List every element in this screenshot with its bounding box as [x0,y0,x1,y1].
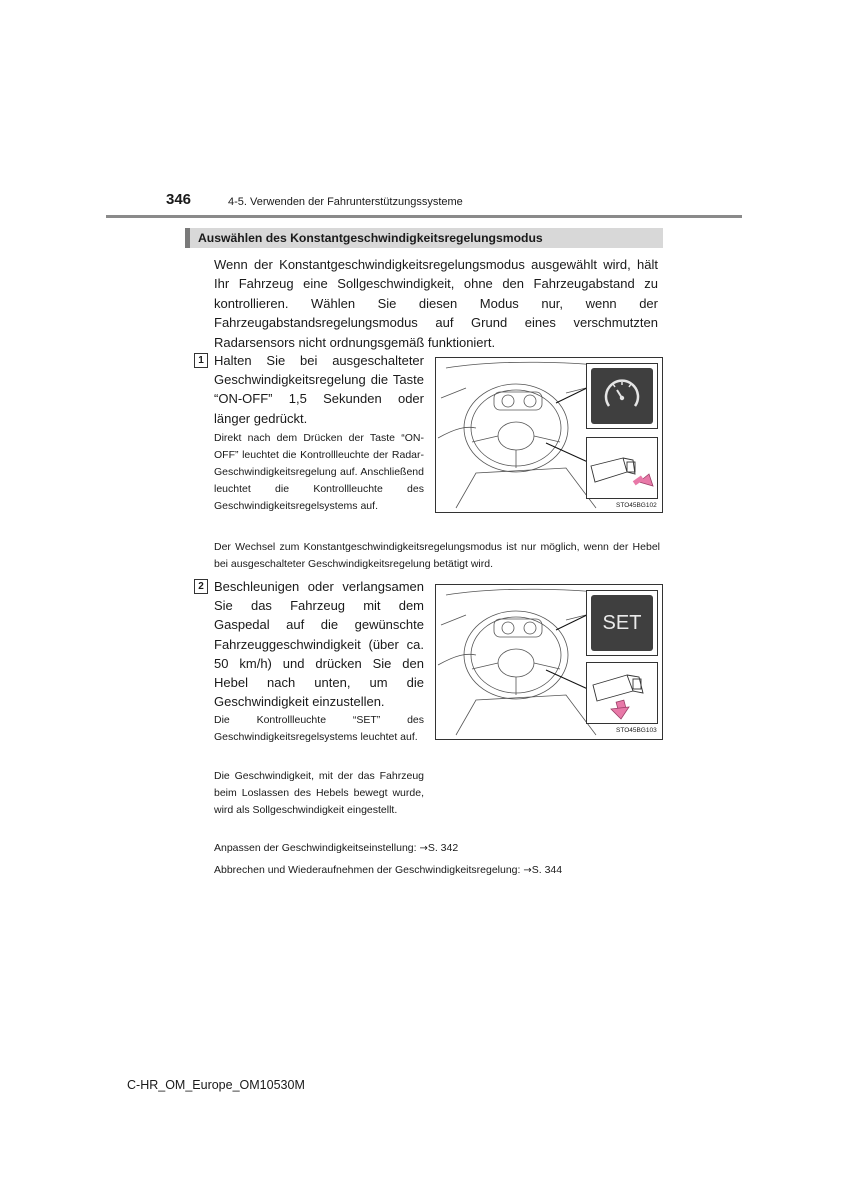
footer-doc-code: C-HR_OM_Europe_OM10530M [127,1078,305,1092]
lever-panel-2 [586,662,658,724]
subheading-bar [185,228,663,248]
ref-cancel-resume [214,862,562,879]
indicator-panel-1 [586,363,658,429]
step-2-number: 2 [194,579,208,594]
step-2-note-1: Die Kontrollleuchte “SET” des Geschwindigkeitsregelsystems leuchtet auf. [214,714,424,743]
section-header: 4-5. Verwenden der Fahrunterstützungssysteme [228,196,463,208]
ref-cancel-resume-page[interactable]: S. 344 [531,864,563,876]
step-2-note-2: Die Geschwindigkeit, mit der das Fahrzeug beim Loslassen des Hebels bewegt wurde, wird als Sollgeschwindigkeit eingestellt. [214,770,424,816]
ref-adjust-speed-page[interactable]: S. 342 [427,842,459,854]
step-1-note: Direkt nach dem Drücken der Taste “ON-OFF” leuchtet die Kontrollleuchte der Radar-Geschwindigkeitsregelung auf. Anschließend leuchtet die Kontrollleuchte des Geschwindigkeitsregelsystems auf. [214,432,424,512]
figure-code-2: STO45BG103 [616,727,657,734]
intro-paragraph: Wenn der Konstantgeschwindigkeitsregelungsmodus ausgewählt wird, hält Ihr Fahrzeug eine Sollgeschwindigkeit, ohne den Fahrzeugabstand zu kontrollieren. Wählen Sie diesen Modus nur, wenn der Fahrzeugabstandsregelungsmodus auf Grund eines verschmutzten Radarsensors nicht ordnungsgemäß funktioniert. [214,257,658,350]
ref-adjust-speed-text: Anpassen der Geschwindigkeitseinstellung: [214,842,420,854]
arrow-icon: → [523,865,532,876]
set-indicator: SET [591,595,653,651]
step-2-instruction: Beschleunigen oder verlangsamen Sie das Fahrzeug mit dem Gaspedal auf die gewünschte Fahrzeuggeschwindigkeit (über ca. 50 km/h) und drücken Sie den Hebel nach unten, um die Geschwindigkeit einzustellen. [214,579,424,710]
figure-code-1: STO45BG102 [616,502,657,509]
step-1-instruction: Halten Sie bei ausgeschalteter Geschwindigkeitsregelung die Taste “ON-OFF” 1,5 Sekunden oder länger gedrückt. [214,353,424,426]
step-1-number: 1 [194,353,208,368]
indicator-panel-2 [586,590,658,656]
lever-panel-1 [586,437,658,499]
subheading: Auswählen des Konstantgeschwindigkeitsregelungsmodus [198,231,543,245]
header-rule [106,215,742,218]
ref-cancel-resume-text: Abbrechen und Wiederaufnehmen der Geschwindigkeitsregelung: [214,864,524,876]
cruise-indicator-icon [591,368,653,424]
page-number: 346 [166,191,192,208]
arrow-icon: → [419,843,428,854]
step-1-after-note: Der Wechsel zum Konstantgeschwindigkeitsregelungsmodus ist nur möglich, wenn der Hebel bei ausgeschalteter Geschwindigkeitsregelung betätigt wird. [214,541,660,570]
ref-adjust-speed [214,840,458,857]
